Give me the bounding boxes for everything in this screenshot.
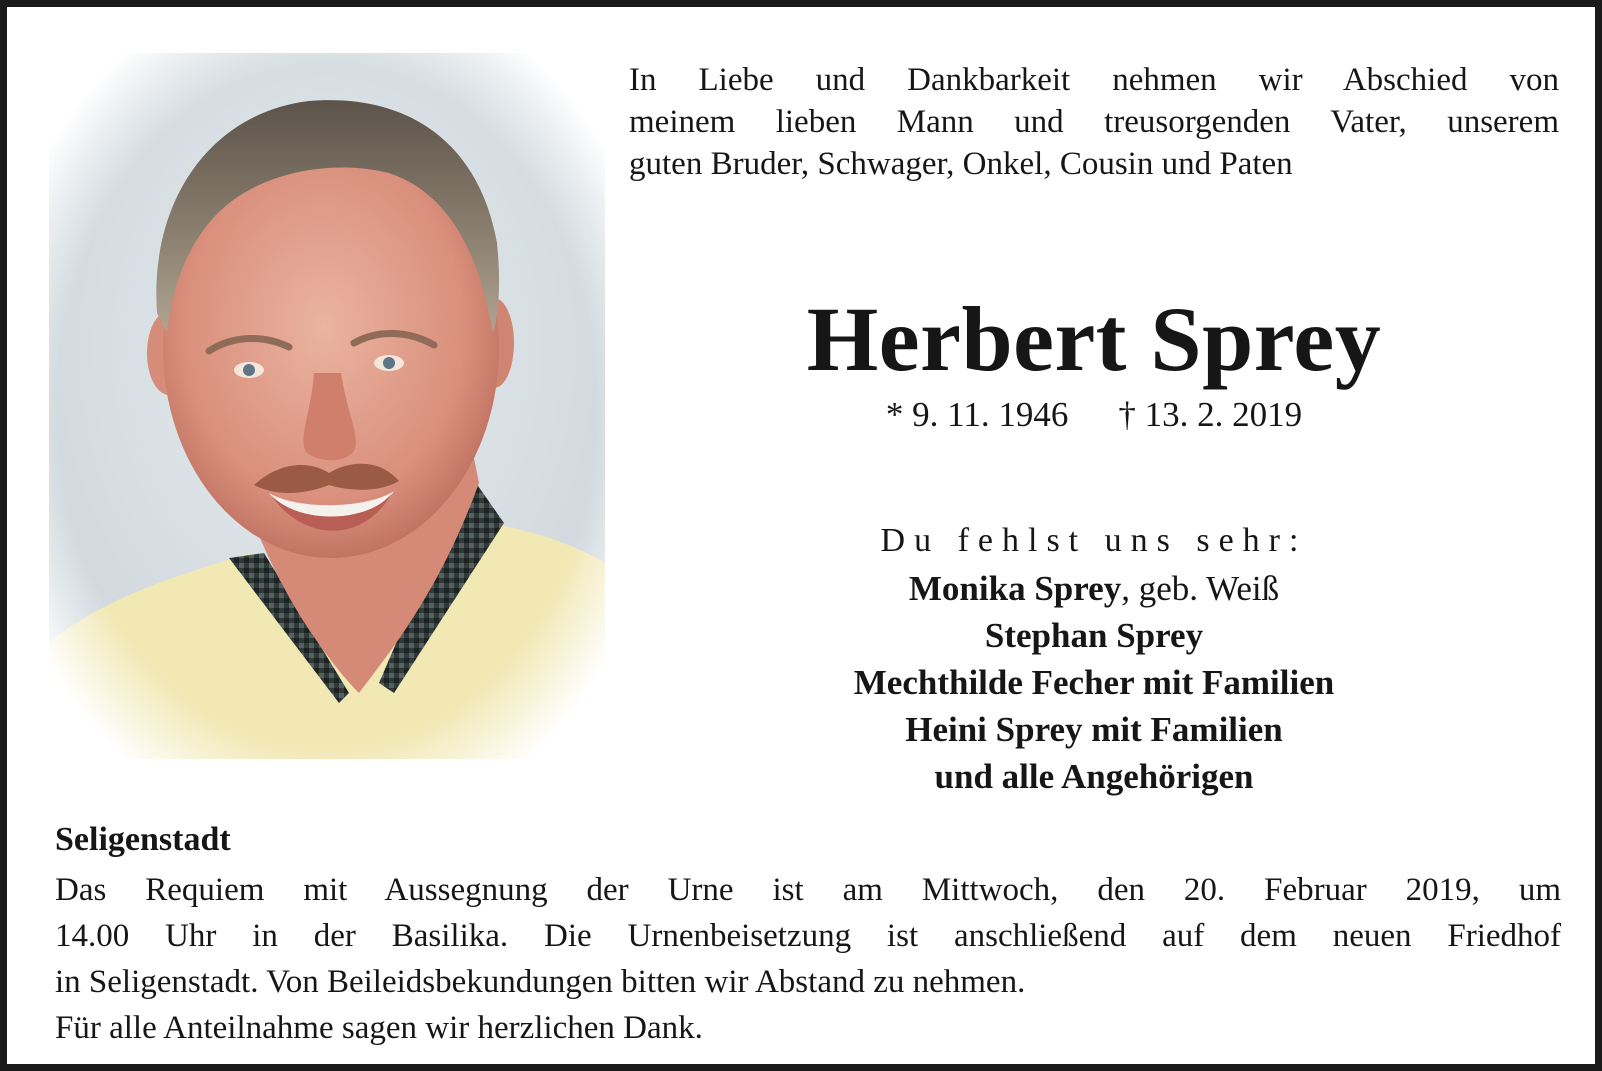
portrait-photo	[49, 53, 605, 759]
deceased-name: Herbert Sprey	[806, 288, 1382, 390]
mourner-wife-name: Monika Sprey	[908, 569, 1122, 608]
mourners-list	[629, 565, 1559, 800]
announcement-line-3: in Seligenstadt. Von Beileidsbekundungen bitten wir Abstand zu nehmen.	[55, 964, 1026, 1000]
intro-line-2: meinem lieben Mann und treusorgenden Vater, unserem	[629, 104, 1559, 140]
mourner-line-4: Heini Sprey mit Familien	[905, 710, 1283, 749]
place-heading: Seligenstadt	[55, 821, 231, 858]
life-dates	[629, 393, 1559, 437]
mourner-line-wife	[629, 565, 1559, 612]
mourner-line-3: Mechthilde Fecher mit Familien	[853, 663, 1335, 702]
intro-line-1: In Liebe und Dankbarkeit nehmen wir Abschied von	[629, 62, 1559, 98]
announcement-line-1: Das Requiem mit Aussegnung der Urne ist am Mittwoch, den 20. Februar 2019, um	[55, 872, 1561, 908]
mourner-wife-note: , geb. Weiß	[1121, 569, 1280, 608]
announcement-text	[55, 867, 1561, 1051]
birth-date: * 9. 11. 1946	[885, 395, 1069, 434]
announcement-line-2: 14.00 Uhr in der Basilika. Die Urnenbeisetzung ist anschließend auf dem neuen Friedhof	[55, 918, 1561, 954]
death-date: † 13. 2. 2019	[1118, 395, 1303, 434]
intro-line-3: guten Bruder, Schwager, Onkel, Cousin und Paten	[629, 146, 1293, 182]
mourner-line-5: und alle Angehörigen	[934, 757, 1254, 796]
announcement-line-4: Für alle Anteilnahme sagen wir herzlichen Dank.	[55, 1010, 703, 1046]
mourners-heading: Du fehlst uns sehr:	[880, 522, 1308, 559]
intro-text	[629, 59, 1559, 185]
mourner-line-2: Stephan Sprey	[984, 616, 1204, 655]
